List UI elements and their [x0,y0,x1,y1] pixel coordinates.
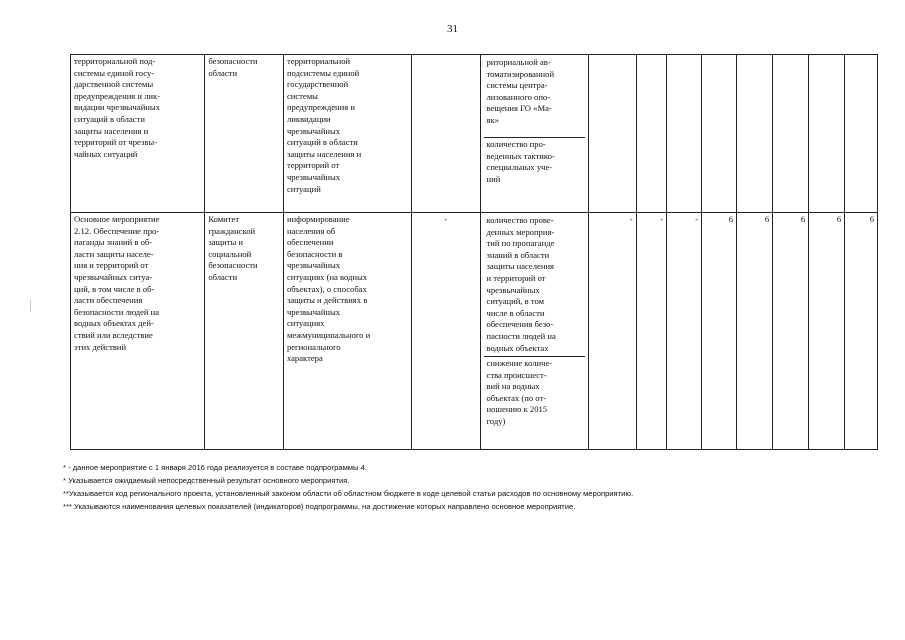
value-cell: - [636,213,667,450]
footnote: **Указывается код регионального проекта, установленный законом области об областном бюджете в коде целевой статьи расходов по основному мероприятию. [63,489,634,498]
table-row [71,213,878,450]
measure-name-cell: территориальной под- системы единой госу- дарственной системы предупреждения и лик- видации чрезвычайных ситуаций в области защиты населения и территорий от чрезвы- чайных ситуаций [71,55,205,213]
footnote: * - данное мероприятие с 1 января 2016 года реализуется в составе подпрограммы 4. [63,463,367,472]
code-cell [411,55,480,213]
value-cell [845,55,878,213]
indicator-part: риториальной ав- томатизированной системы центра- лизованного опо- вещения ГО «Ма- як» [486,57,555,125]
footnote: *** Указываются наименования целевых показателей (индикаторов) подпрограммы, на достижение которых направлено основное мероприятие. [63,502,576,511]
value-cell [667,55,702,213]
value-cell: - [588,213,636,450]
measures-table [70,54,878,450]
value-cell [636,55,667,213]
result-cell: территориальной подсистемы единой государственной системы предупреждения и ликвидации чрезвычайных ситуаций в области защиты населения и территорий от чрезвычайных ситуаций [283,55,411,213]
value-cell [773,55,809,213]
code-cell: - [411,213,480,450]
executor-cell: безопасности области [205,55,284,213]
value-cell: 6 [845,213,878,450]
table-row [71,55,878,213]
value-cell [809,55,845,213]
executor-cell: Комитет гражданской защиты и социальной безопасности области [205,213,284,450]
value-cell [588,55,636,213]
page-number: 31 [447,23,458,35]
value-cell: 6 [737,213,773,450]
value-cell: - [667,213,702,450]
result-cell: информирование населения об обеспечении безопасности в чрезвычайных ситуациях (на водных объектах), о способах защиты и действиях в чрезвычайных ситуациях межмуниципального и регионального характера [283,213,411,450]
indicator-part: количество прове- денных мероприя- тий по пропаганде знаний в области защиты населения и территорий от чрезвычайных ситуаций, в том числе в области обеспечения безо- пасности людей на водных объектах [486,215,556,353]
value-cell [702,55,737,213]
footnotes [63,461,633,513]
value-cell [737,55,773,213]
indicator-part: количество про- веденных тактико- специальных уче- ний [484,137,585,186]
indicator-cell [480,55,588,213]
footnote: * Указывается ожидаемый непосредственный результат основного мероприятия. [63,476,350,485]
scan-edge-mark [30,300,31,312]
value-cell: 6 [773,213,809,450]
value-cell: 6 [809,213,845,450]
measure-name-cell: Основное мероприятие 2.12. Обеспечение про- паганды знаний в об- ласти защиты населе- ния и территорий от чрезвычайных ситуа- ций, в том числе в об- ласти обеспечения безопасности людей на водных объектах дей- ствий или вследствие этих действий [71,213,205,450]
value-cell: 6 [702,213,737,450]
indicator-cell [480,213,588,450]
indicator-part: снижение количе- ства происшест- вий на водных объектах (по от- ношению к 2015 году) [484,356,585,429]
